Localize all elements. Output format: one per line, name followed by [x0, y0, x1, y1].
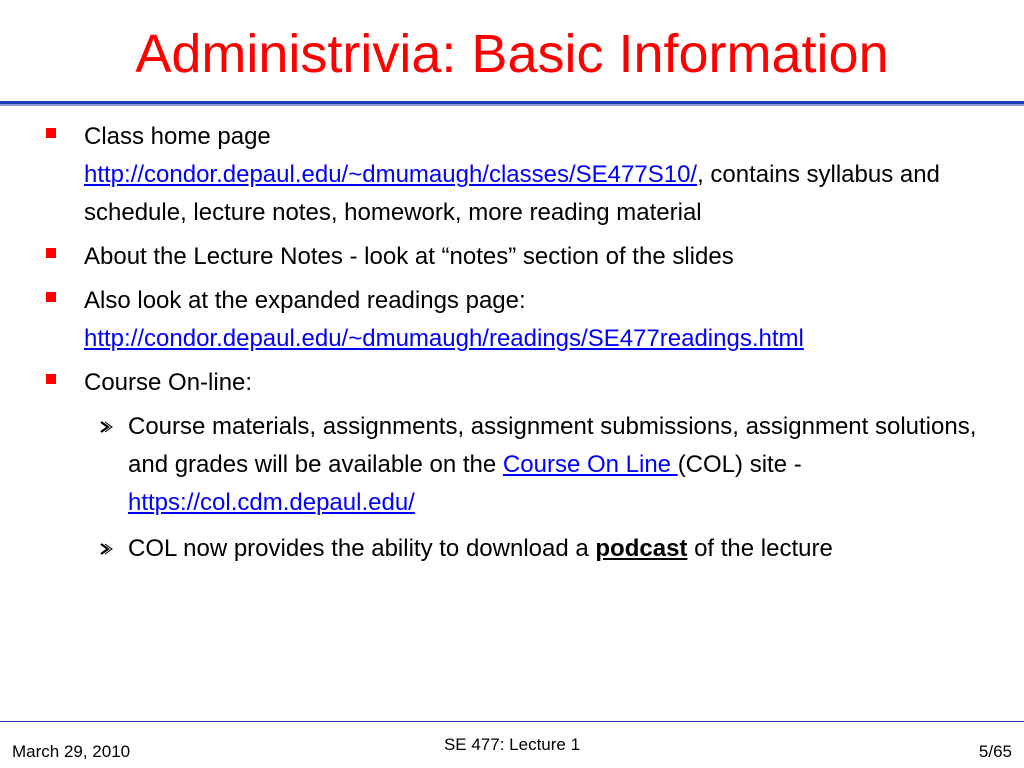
bullet-text: Class home page	[84, 123, 271, 150]
footer-divider	[0, 721, 1024, 722]
footer-date: March 29, 2010	[12, 742, 131, 761]
arrow-bullet-icon	[96, 408, 116, 446]
bullet-lecture-notes	[44, 238, 984, 276]
subbullet-podcast	[44, 530, 984, 568]
bullet-text: Course On-line:	[84, 369, 253, 396]
slide-title: Administrivia: Basic Information	[135, 24, 889, 84]
subbullet-text: Course materials, assignments, assignment submissions, assignment solutions, and grades will be available on the	[128, 413, 977, 478]
subbullet-text: COL now provides the ability to download a	[128, 535, 596, 562]
course-online-subitems	[44, 408, 984, 568]
square-bullet-icon	[46, 248, 56, 258]
square-bullet-icon	[46, 292, 56, 302]
podcast-emphasis: podcast	[595, 535, 688, 562]
square-bullet-icon	[46, 374, 56, 384]
footer-page-number: 5/65	[978, 742, 1012, 761]
arrow-bullet-icon	[96, 530, 116, 568]
bullet-text: , contains syllabus and schedule, lecture notes, homework, more reading material	[84, 161, 940, 226]
footer-course-title: SE 477: Lecture 1	[443, 735, 581, 754]
subbullet-text: of the lecture	[687, 535, 833, 562]
slide-content	[44, 118, 984, 576]
bullet-text: About the Lecture Notes - look at “notes” section of the slides	[84, 243, 734, 270]
title-divider	[0, 101, 1024, 104]
bullet-course-online	[44, 364, 984, 402]
course-online-link[interactable]: Course On Line	[502, 451, 678, 478]
bullet-text: Also look at the expanded readings page:	[84, 287, 526, 314]
class-home-page-link[interactable]: http://condor.depaul.edu/~dmumaugh/classes/SE477S10/	[84, 161, 698, 188]
readings-page-link[interactable]: http://condor.depaul.edu/~dmumaugh/readings/SE477readings.html	[84, 325, 804, 352]
subbullet-text: (COL) site -	[677, 451, 802, 478]
square-bullet-icon	[46, 128, 56, 138]
bullet-class-home-page	[44, 118, 984, 232]
bullet-readings-page	[44, 282, 984, 358]
col-site-link[interactable]: https://col.cdm.depaul.edu/	[128, 489, 415, 516]
subbullet-course-materials	[44, 408, 984, 522]
